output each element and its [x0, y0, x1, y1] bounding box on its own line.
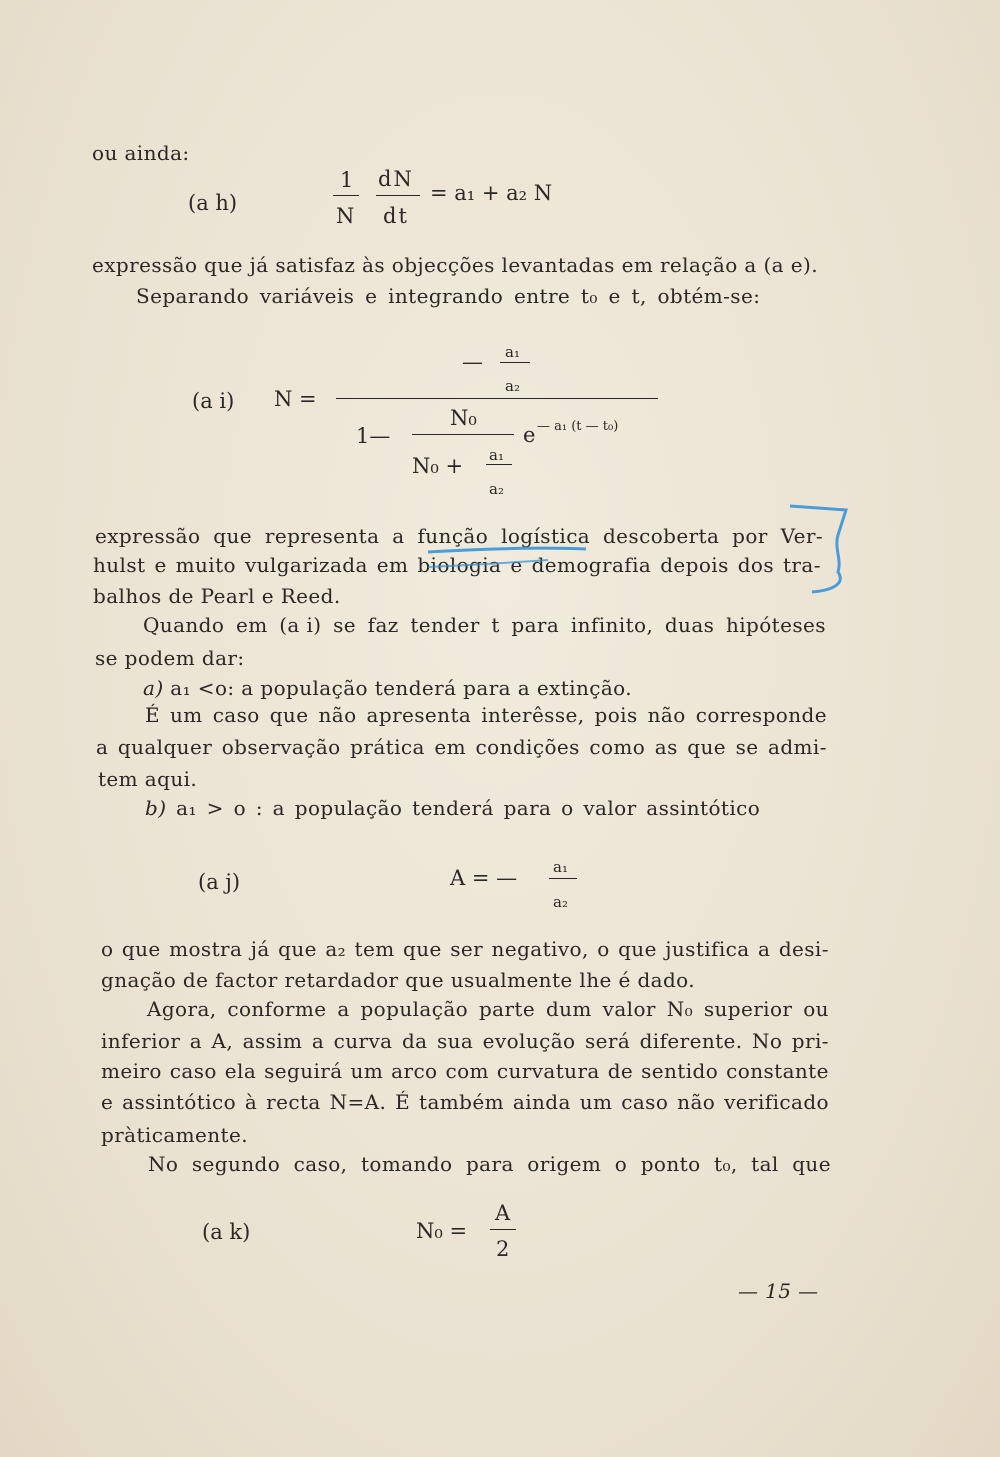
word: a	[311, 1029, 325, 1053]
a1-numerator: a₁	[489, 446, 504, 464]
a2-denominator: a₂	[489, 480, 504, 498]
underline-mark	[428, 548, 586, 552]
word: t₀,	[714, 1152, 738, 1176]
paragraph-line: Separando variáveis e integrando entre t₀ e t, obtém-se:	[136, 284, 761, 308]
word: como	[589, 735, 646, 759]
word: duas	[664, 613, 715, 637]
word: No	[148, 1152, 179, 1176]
word: ponto	[640, 1152, 701, 1176]
word: expressão	[95, 524, 201, 548]
equation-label: (a h)	[188, 191, 238, 215]
word: parte	[478, 997, 536, 1021]
word: meiro	[101, 1059, 162, 1083]
word: a	[189, 1029, 203, 1053]
word: não	[677, 1090, 716, 1114]
word: infinito,	[570, 613, 654, 637]
exponential-base: e	[523, 423, 536, 447]
page-number: — 15 —	[738, 1279, 819, 1303]
word: biologia	[417, 553, 502, 577]
word: evolução	[482, 1029, 576, 1053]
intro-text: ou ainda:	[92, 141, 190, 165]
word: para	[465, 1152, 514, 1176]
word: pri-	[791, 1029, 829, 1053]
one-minus: 1—	[356, 424, 391, 448]
word: constante	[726, 1059, 829, 1083]
word: ser	[450, 937, 484, 961]
word: com	[445, 1059, 489, 1083]
paragraph-line: tem aqui.	[98, 767, 198, 791]
word: Quando	[143, 613, 225, 637]
word: dos	[737, 553, 775, 577]
word: tomando	[360, 1152, 453, 1176]
word: assintótico	[122, 1090, 237, 1114]
word: em	[434, 735, 466, 759]
word: já	[250, 937, 270, 961]
word: mostra	[169, 937, 243, 961]
minus-sign: —	[462, 350, 483, 374]
word: diferente.	[639, 1029, 743, 1053]
word: superior	[703, 997, 793, 1021]
word: sentido	[641, 1059, 719, 1083]
word: que	[687, 735, 727, 759]
case-text: a₁ <o: a população tenderá para a extinção.	[170, 676, 633, 700]
fraction-numerator: A	[495, 1201, 511, 1225]
word: demografia	[531, 553, 652, 577]
word: que	[121, 937, 161, 961]
word: curvatura	[496, 1059, 600, 1083]
word: ela	[224, 1059, 257, 1083]
word: condições	[475, 735, 580, 759]
word: que	[213, 524, 253, 548]
equation-rhs: = a₁ + a₂ N	[430, 181, 553, 205]
word: o	[597, 937, 610, 961]
word: curva	[333, 1029, 393, 1053]
word: origem	[527, 1152, 602, 1176]
word: hipóteses	[725, 613, 826, 637]
word: segundo	[191, 1152, 281, 1176]
word: um	[579, 1090, 613, 1114]
word: prática	[350, 735, 425, 759]
word: dum	[545, 997, 592, 1021]
word: população	[360, 997, 469, 1021]
word: muito	[175, 553, 236, 577]
word: pois	[594, 703, 638, 727]
margin-bracket	[790, 506, 846, 592]
word: caso	[212, 703, 260, 727]
word: função	[417, 524, 489, 548]
case-text: a₁ > o : a população tenderá para o valor assintótico	[176, 796, 761, 820]
word: logística	[501, 524, 591, 548]
word: tender	[410, 613, 480, 637]
word: desi-	[778, 937, 829, 961]
word: A,	[211, 1029, 234, 1053]
underline-mark	[428, 560, 548, 567]
fraction-denominator: dt	[383, 204, 409, 228]
word: seguirá	[264, 1059, 343, 1083]
word: o	[614, 1152, 628, 1176]
paragraph-line: gnação de factor retardador que usualmente lhe é dado.	[101, 968, 696, 992]
word: que	[618, 937, 657, 961]
fraction-numerator: a₁	[553, 858, 568, 876]
word: conforme	[227, 997, 327, 1021]
equation-label: (a j)	[198, 870, 241, 894]
word: a₂	[325, 937, 347, 961]
word: negativo,	[491, 937, 589, 961]
word: em	[376, 553, 409, 577]
word: arco	[391, 1059, 438, 1083]
word: e	[101, 1090, 114, 1114]
word: t	[491, 613, 500, 637]
word: tra-	[782, 553, 821, 577]
word: observação	[221, 735, 341, 759]
fraction-numerator: 1	[340, 168, 354, 192]
word: admi-	[768, 735, 827, 759]
word: hulst	[93, 553, 146, 577]
word: não	[647, 703, 686, 727]
word: a	[96, 735, 109, 759]
word: É	[395, 1090, 411, 1114]
equation-lhs: A = —	[450, 866, 518, 890]
word: N₀	[666, 997, 694, 1021]
case-marker: b)	[145, 796, 167, 820]
word: Ver-	[780, 524, 823, 548]
a2-denominator: a₂	[505, 377, 520, 395]
word: e	[510, 553, 523, 577]
word: que	[278, 937, 317, 961]
word: verificado	[724, 1090, 829, 1114]
word: valor	[602, 997, 656, 1021]
case-marker: a)	[143, 676, 164, 700]
word: se	[333, 613, 357, 637]
word: recta	[266, 1090, 321, 1114]
word: apresenta	[366, 703, 472, 727]
word: a	[392, 524, 405, 548]
word: se	[735, 735, 759, 759]
word: Agora,	[147, 997, 217, 1021]
word: ainda	[512, 1090, 571, 1114]
word: as	[654, 735, 678, 759]
equation-label: (a k)	[202, 1220, 251, 1244]
word: da	[401, 1029, 428, 1053]
word: em	[235, 613, 268, 637]
word: interêsse,	[481, 703, 585, 727]
word: caso	[169, 1059, 217, 1083]
word: a	[758, 937, 771, 961]
paragraph-line: se podem dar:	[95, 646, 245, 670]
fraction-denominator: a₂	[553, 893, 568, 911]
word: sua	[436, 1029, 474, 1053]
word: será	[584, 1029, 631, 1053]
word: não	[318, 703, 357, 727]
word: que	[269, 703, 309, 727]
word: que	[792, 1152, 831, 1176]
fraction-denominator: 2	[496, 1237, 510, 1261]
word: caso	[621, 1090, 669, 1114]
word: vulgarizada	[244, 553, 368, 577]
word: corresponde	[695, 703, 827, 727]
word: um	[170, 703, 203, 727]
word: faz	[367, 613, 399, 637]
paragraph-line: expressão que já satisfaz às objecções levantadas em relação a (a e).	[92, 253, 818, 277]
equation-label: (a i)	[192, 389, 235, 413]
word: No	[752, 1029, 783, 1053]
word: que	[403, 937, 442, 961]
word: descoberta	[602, 524, 720, 548]
paragraph-line: pràticamente.	[101, 1123, 248, 1147]
word: justifica	[665, 937, 750, 961]
denominator-start: N₀ +	[412, 454, 464, 478]
word: de	[607, 1059, 634, 1083]
word: qualquer	[117, 735, 213, 759]
fraction-numerator: dN	[378, 167, 414, 191]
word: à	[244, 1090, 258, 1114]
n0-numerator: N₀	[450, 406, 477, 430]
word: também	[419, 1090, 504, 1114]
word: assim	[242, 1029, 303, 1053]
word: um	[350, 1059, 384, 1083]
word: depois	[660, 553, 729, 577]
word: para	[511, 613, 560, 637]
word: caso,	[293, 1152, 348, 1176]
exponent: — a₁ (t — t₀)	[537, 419, 619, 434]
paragraph-line: balhos de Pearl e Reed.	[93, 584, 341, 608]
word: a	[337, 997, 350, 1021]
word: por	[732, 524, 768, 548]
word: e	[154, 553, 167, 577]
word: tem	[354, 937, 395, 961]
word: É	[145, 703, 160, 727]
word: ou	[803, 997, 829, 1021]
word: tal	[751, 1152, 779, 1176]
fraction-denominator: N	[336, 204, 355, 228]
word: inferior	[101, 1029, 181, 1053]
word: representa	[264, 524, 380, 548]
equation-lhs: N =	[274, 387, 317, 411]
word: (a i)	[279, 613, 322, 637]
word: o	[101, 937, 114, 961]
a1-numerator: a₁	[505, 343, 520, 361]
word: N=A.	[329, 1090, 387, 1114]
equation-lhs: N₀ =	[416, 1219, 468, 1243]
